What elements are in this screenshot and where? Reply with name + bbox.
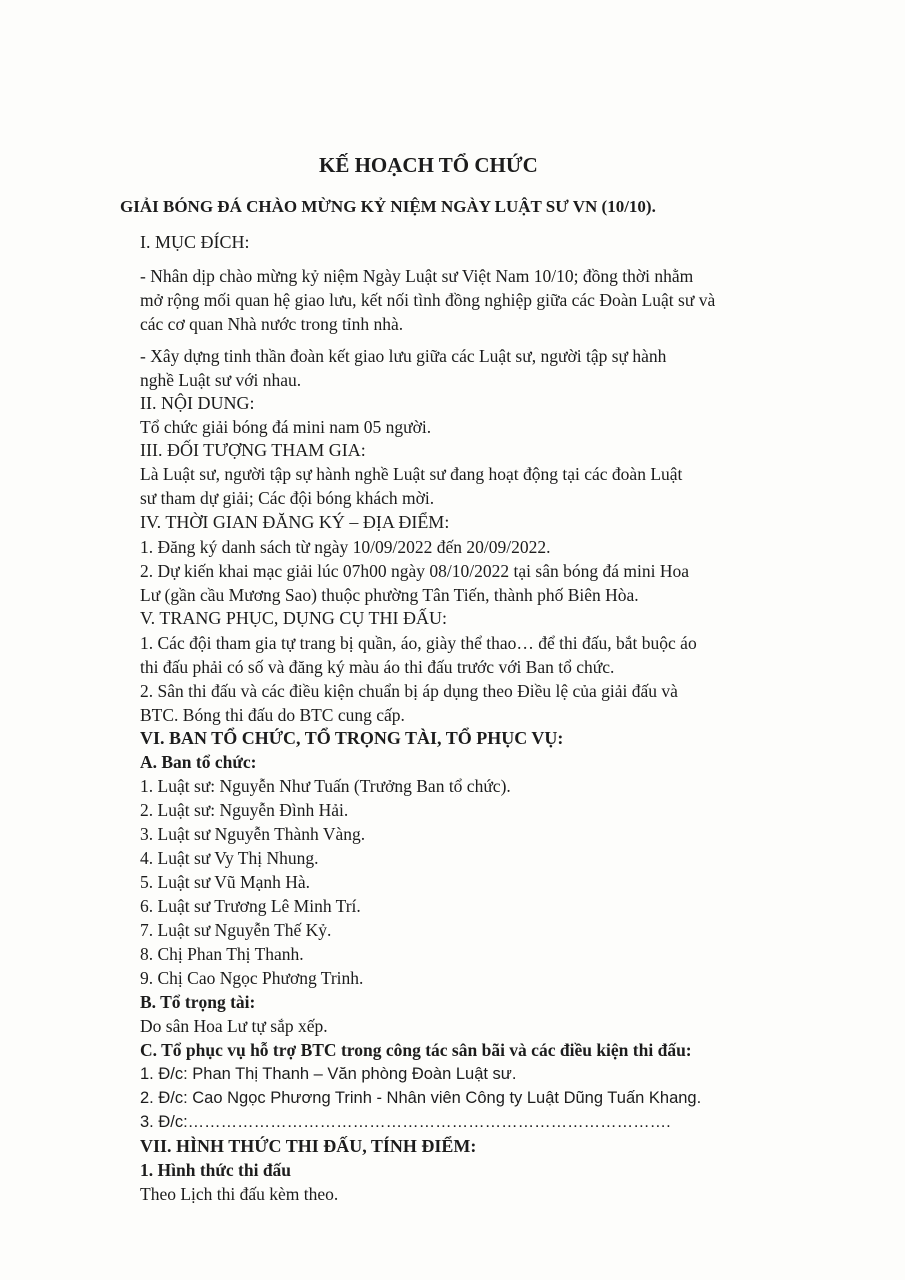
section-5-text: 2. Sân thi đấu và các điều kiện chuẩn bị áp dụng theo Điều lệ của giải đấu và [140,681,678,701]
section-4-heading: IV. THỜI GIAN ĐĂNG KÝ – ĐỊA ĐIỂM: [140,512,450,532]
section-2-heading: II. NỘI DUNG: [140,393,255,413]
list-item: 1. Luật sư: Nguyễn Như Tuấn (Trưởng Ban tổ chức). [140,776,511,796]
list-item: 5. Luật sư Vũ Mạnh Hà. [140,872,311,892]
section-5-text: BTC. Bóng thi đấu do BTC cung cấp. [140,705,405,725]
document-subtitle: GIẢI BÓNG ĐÁ CHÀO MỪNG KỶ NIỆM NGÀY LUẬT SƯ VN (10/10). [120,197,656,216]
section-1-text: các cơ quan Nhà nước trong tỉnh nhà. [140,314,404,334]
section-6-heading: VI. BAN TỔ CHỨC, TỔ TRỌNG TÀI, TỔ PHỤC VỤ: [140,728,564,748]
list-item: 9. Chị Cao Ngọc Phương Trinh. [140,968,364,988]
section-3-heading: III. ĐỐI TƯỢNG THAM GIA: [140,440,366,460]
list-item: 3. Luật sư Nguyễn Thành Vàng. [140,824,366,844]
section-1-text: mở rộng mối quan hệ giao lưu, kết nối tình đồng nghiệp giữa các Đoàn Luật sư và [140,290,716,310]
section-1-text: nghề Luật sư với nhau. [140,370,302,390]
section-1-text: - Nhân dịp chào mừng kỷ niệm Ngày Luật sư Việt Nam 10/10; đồng thời nhằm [140,266,694,286]
document-title: KẾ HOẠCH TỔ CHỨC [319,153,538,177]
section-4-text: Lư (gần cầu Mương Sao) thuộc phường Tân Tiến, thành phố Biên Hòa. [140,585,639,605]
list-item: 4. Luật sư Vy Thị Nhung. [140,848,319,868]
section-6c-heading: C. Tổ phục vụ hỗ trợ BTC trong công tác sân bãi và các điều kiện thi đấu: [140,1040,692,1060]
list-item: 1. Đ/c: Phan Thị Thanh – Văn phòng Đoàn Luật sư. [140,1065,517,1083]
list-item: 7. Luật sư Nguyễn Thế Kỷ. [140,920,332,940]
section-5-text: 1. Các đội tham gia tự trang bị quần, áo, giày thể thao… để thi đấu, bắt buộc áo [140,633,697,653]
section-4-text: 2. Dự kiến khai mạc giải lúc 07h00 ngày 08/10/2022 tại sân bóng đá mini Hoa [140,561,689,581]
section-3-text: sư tham dự giải; Các đội bóng khách mời. [140,488,435,508]
list-item: 3. Đ/c:……………………………………………………………………………. [140,1113,671,1131]
section-5-text: thi đấu phải có số và đăng ký màu áo thi đấu trước với Ban tổ chức. [140,657,615,677]
section-5-heading: V. TRANG PHỤC, DỤNG CỤ THI ĐẤU: [140,608,448,628]
section-6b-text: Do sân Hoa Lư tự sắp xếp. [140,1016,328,1036]
section-4-text: 1. Đăng ký danh sách từ ngày 10/09/2022 đến 20/09/2022. [140,537,551,557]
section-2-text: Tổ chức giải bóng đá mini nam 05 người. [140,417,432,437]
list-item: 8. Chị Phan Thị Thanh. [140,944,304,964]
list-item: 6. Luật sư Trương Lê Minh Trí. [140,896,361,916]
section-7-subheading: 1. Hình thức thi đấu [140,1160,292,1180]
section-6b-heading: B. Tổ trọng tài: [140,992,256,1012]
section-1-text: - Xây dựng tinh thần đoàn kết giao lưu giữa các Luật sư, người tập sự hành [140,346,667,366]
section-3-text: Là Luật sư, người tập sự hành nghề Luật sư đang hoạt động tại các đoàn Luật [140,464,683,484]
section-6a-heading: A. Ban tổ chức: [140,752,257,772]
list-item: 2. Đ/c: Cao Ngọc Phương Trinh - Nhân viên Công ty Luật Dũng Tuấn Khang. [140,1089,702,1107]
section-1-heading: I. MỤC ĐÍCH: [140,232,250,252]
section-7-text: Theo Lịch thi đấu kèm theo. [140,1184,339,1204]
list-item: 2. Luật sư: Nguyễn Đình Hải. [140,800,349,820]
section-7-heading: VII. HÌNH THỨC THI ĐẤU, TÍNH ĐIỂM: [140,1136,477,1156]
